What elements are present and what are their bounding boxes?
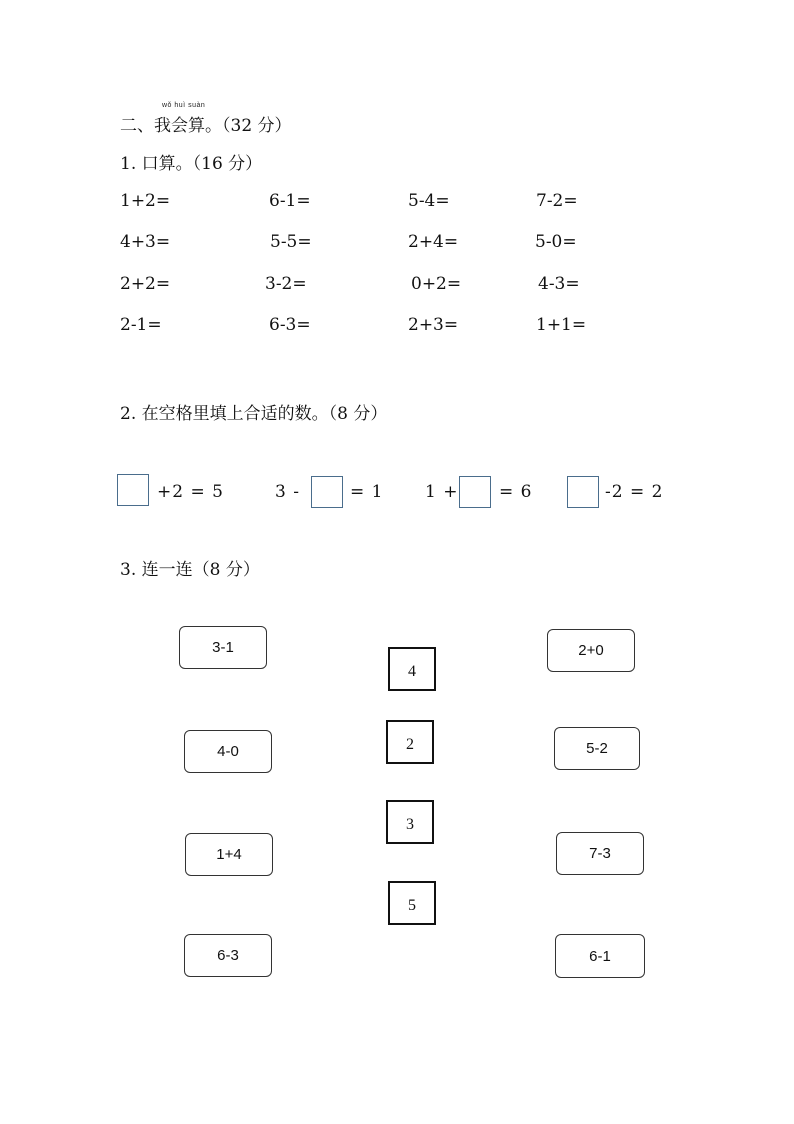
fill-equation-text: 3 - (275, 482, 300, 502)
mental-math-problem: 5-5= (270, 232, 312, 252)
part3-heading: 3. 连一连（8 分） (120, 560, 260, 580)
mental-math-problem: 5-0= (535, 232, 577, 252)
right-expression-box[interactable]: 7-3 (556, 832, 644, 875)
mental-math-problem: 6-1= (269, 191, 311, 211)
answer-blank-box[interactable] (311, 476, 343, 508)
left-expression-box[interactable]: 1+4 (185, 833, 273, 876)
answer-number-box[interactable]: 4 (388, 647, 436, 691)
pinyin-annotation: wǒ huì suàn (162, 102, 206, 109)
section-score: 。（32 分） (205, 116, 292, 136)
right-expression-box[interactable]: 5-2 (554, 727, 640, 770)
answer-number-box[interactable]: 5 (388, 881, 436, 925)
mental-math-problem: 1+1= (536, 315, 587, 335)
fill-equation-text: -2 = 2 (605, 482, 664, 502)
fill-equation-text: = 1 (350, 482, 384, 502)
mental-math-problem: 7-2= (536, 191, 578, 211)
mental-math-problem: 0+2= (411, 274, 462, 294)
answer-number-box[interactable]: 3 (386, 800, 434, 844)
part1-heading: 1. 口算。（16 分） (120, 154, 263, 174)
mental-math-problem: 2-1= (120, 315, 162, 335)
mental-math-problem: 2+3= (408, 315, 459, 335)
right-expression-box[interactable]: 2+0 (547, 629, 635, 672)
section-title-main: 我会算 (154, 116, 205, 136)
answer-blank-box[interactable] (567, 476, 599, 508)
answer-blank-box[interactable] (117, 474, 149, 506)
left-expression-box[interactable]: 4-0 (184, 730, 272, 773)
answer-number-box[interactable]: 2 (386, 720, 434, 764)
part2-heading: 2. 在空格里填上合适的数。（8 分） (120, 404, 388, 424)
mental-math-problem: 4-3= (538, 274, 580, 294)
fill-equation-text: +2 = 5 (157, 482, 224, 502)
fill-equation-text: 1 + (425, 482, 459, 502)
mental-math-problem: 2+4= (408, 232, 459, 252)
mental-math-problem: 1+2= (120, 191, 171, 211)
right-expression-box[interactable]: 6-1 (555, 934, 645, 978)
mental-math-problem: 5-4= (408, 191, 450, 211)
mental-math-problem: 4+3= (120, 232, 171, 252)
left-expression-box[interactable]: 6-3 (184, 934, 272, 977)
mental-math-problem: 3-2= (265, 274, 307, 294)
fill-equation-text: = 6 (499, 482, 533, 502)
answer-blank-box[interactable] (459, 476, 491, 508)
mental-math-problem: 6-3= (269, 315, 311, 335)
section-number: 二、 (120, 116, 154, 136)
left-expression-box[interactable]: 3-1 (179, 626, 267, 669)
section-title (120, 111, 292, 136)
mental-math-problem: 2+2= (120, 274, 171, 294)
